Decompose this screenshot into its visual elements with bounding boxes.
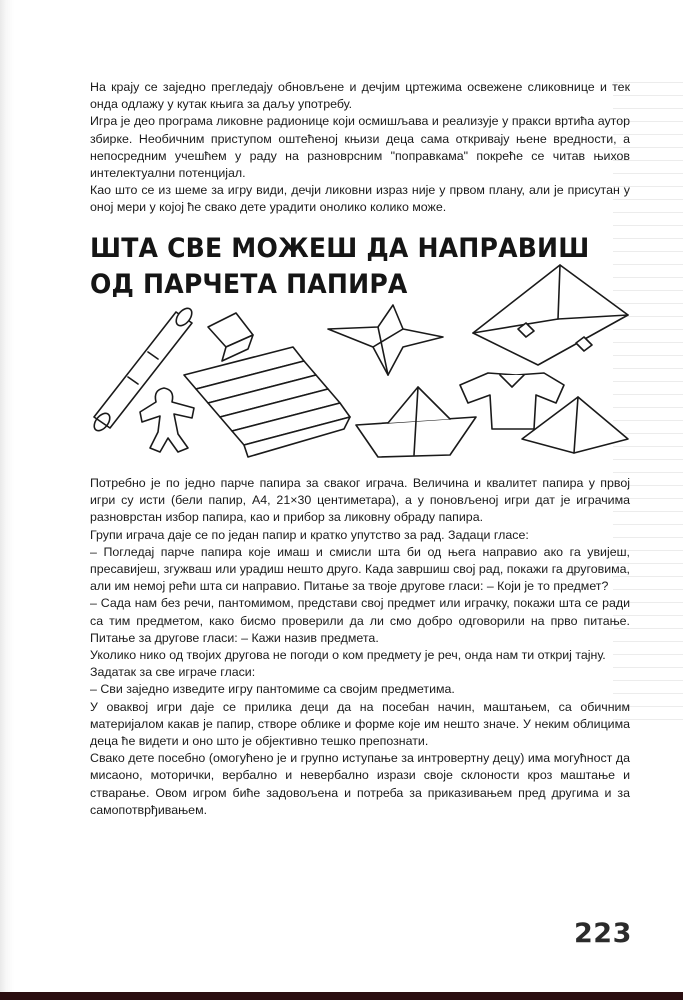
intro-paragraph-2: Игра је део програма ликовне радионице који осмишљава и реализује у пракси вртића аутор збирке. Необичним приступом оштећеној књизи деца сама откривају њене вредности, а непосредним учешћем у раду на разноврсним "поправкама" покреће се читав њихов интелектуални потенцијал. [90, 114, 630, 181]
body-paragraph-6: Задатак за све играче гласи: [90, 665, 256, 680]
body-paragraph-2: Групи играча даје се по један папир и кратко упутство за рад. Задаци гласе: [90, 527, 529, 542]
body-paragraph-7: – Сви заједно изведите игру пантомиме са својим предметима. [90, 682, 455, 697]
paper-crafts-illustration [88, 257, 633, 470]
intro-text [90, 79, 630, 217]
page-number: 223 [574, 918, 632, 949]
body-paragraph-4: – Сада нам без речи, пантомимом, представи свој предмет или играчку, покажи шта се ради са тим предметом, како бисмо проверили да ли смо добро одговорили на прво питање. Питање за другове гласи: – Кажи назив предмета. [90, 596, 630, 645]
heading-line-2: ОД ПАРЧЕТА ПАПИРА [90, 269, 408, 300]
heading-line-1: ШТА СВЕ МОЖЕШ ДА НАПРАВИШ [90, 233, 590, 264]
paper-staircase-icon [184, 347, 350, 457]
paper-boat-icon [356, 387, 476, 457]
intro-paragraph-3: Као што се из шеме за игру види, дечји ликовни израз није у првом плану, али је присутан у оној мери у којој ће свако дете урадити онолико колико може. [90, 183, 630, 215]
paper-pyramid-icon [522, 397, 628, 453]
paper-figure-icon [140, 388, 194, 452]
body-paragraph-1: Потребно је по једно парче папира за сваког играча. Величина и квалитет папира у првој игри су исти (бели папир, А4, 21×30 центиметара), а у поновљеној игри дат је играчима разноврстан избор папира, као и прибор за ликовну обраду папира. [90, 476, 630, 525]
body-text [90, 475, 630, 819]
envelope-icon [473, 265, 628, 365]
bottom-edge-band [0, 992, 683, 1000]
paper-star-icon [328, 305, 443, 375]
body-paragraph-5: Уколико нико од твојих другова не погоди о ком предмету је реч, онда нам ти откриј тајну. [90, 648, 606, 663]
body-paragraph-8: У оваквој игри даје се прилика деци да на посебан начин, маштањем, са обичним материјалом какав је папир, створе облике и форме које им нешто значе. У неким облицима деца ће видети и оно што је објективно тешко препознати. [90, 699, 630, 749]
small-roof-icon [208, 313, 253, 361]
body-paragraph-3: – Погледај парче папира које имаш и смисли шта би од њега направио ако га увијеш, пресавијеш, згужваш или урадиш нешто друго. Када завршиш свој рад, покажи га друговима, али им немој рећи шта си направио. Питање за твоје другове гласи: – Који је то предмет? [90, 544, 630, 594]
body-paragraph-9: Свако дете посебно (омогућено је и групно иступање за интровертну децу) има могућност да мисаоно, моторички, вербално и невербално изрази своје склоности кроз маштање и стварање. Овом игром биће задовољена и потреба за приказивањем пред другима и за самопотврђивањем. [90, 751, 630, 817]
intro-paragraph-1: На крају се заједно прегледају обновљене и дечјим цртежима освежене сликовнице и тек онда одлажу у кутак књига за даљу употребу. [90, 80, 630, 112]
